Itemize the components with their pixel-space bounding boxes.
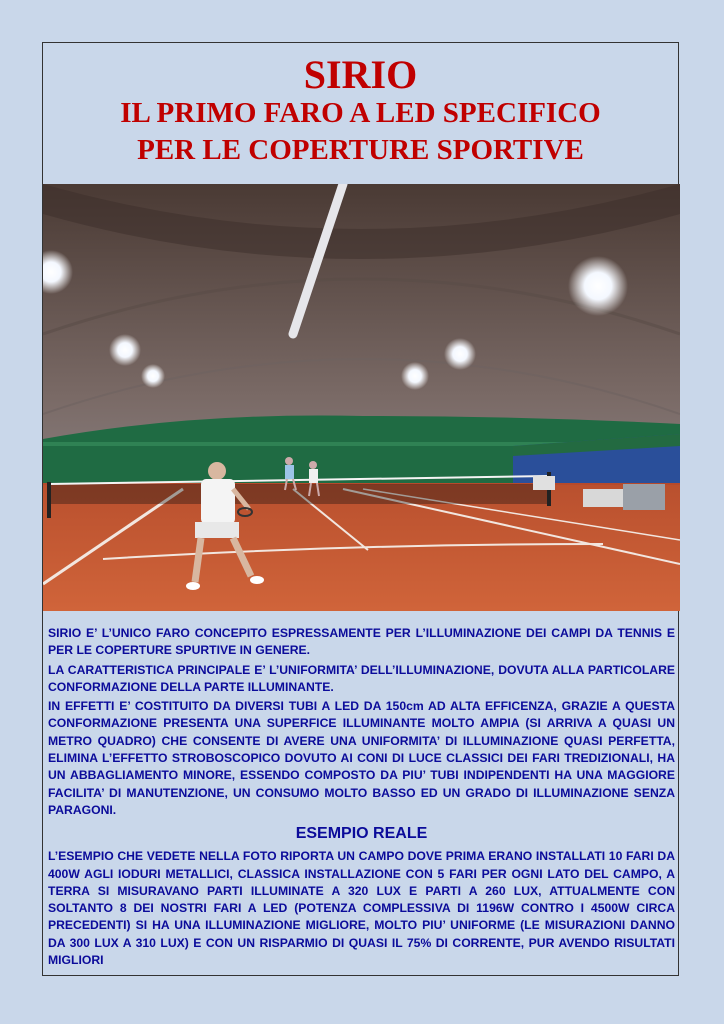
poster-frame bbox=[42, 42, 679, 976]
paragraph-intro: SIRIO E’ L’UNICO FARO CONCEPITO ESPRESSAMENTE PER L’ILLUMINAZIONE DEI CAMPI DA TENNIS E PER LE COPERTURE SPURTIVE IN GENERE. bbox=[48, 626, 675, 658]
body-text bbox=[48, 625, 675, 971]
poster-subtitle-line1: IL PRIMO FARO A LED SPECIFICO bbox=[120, 97, 601, 129]
paragraph-uniformity: LA CARATTERISTICA PRINCIPALE E’ L’UNIFORMITA’ DELL’ILLUMINAZIONE, DOVUTA ALLA PARTICOLARE CONFORMAZIONE DELLA PARTE ILLUMINANTE. bbox=[48, 662, 675, 694]
paragraph-details: IN EFFETTI E’ COSTITUITO DA DIVERSI TUBI A LED DA 150cm AD ALTA EFFICENZA, GRAZIE A QUESTA CONFORMAZIONE PRESENTA UNA SUPERFICE ILLUMINANTE MOLTO AMPIA (SI ARRIVA A QUASI UN METRO QUADRO) CHE CONSENTE DI AVERE UNA UNIFORMITA’ DI ILLUMINAZIONE QUASI PERFETTA, ELIMINA L’EFFETTO STROBOSCOPICO DOVUTO AI CONI DI LUCE CLASSICI DEI FARI TREDIZIONALI, HA UN ABBAGLIAMENTO MINORE, ESSENDO COMPOSTO DA PIU’ TUBI INDIPENDENTI HA UNA MAGGIORE FACILITA’ DI MANUTENZIONE, UN CONSUMO MOLTO BASSO ED UN GRADO DI ILLUMINAZIONE SENZA PARAGONI. bbox=[48, 699, 675, 817]
poster-title: SIRIO bbox=[303, 52, 418, 97]
example-heading: ESEMPIO REALE bbox=[295, 825, 428, 843]
paragraph-example: L’ESEMPIO CHE VEDETE NELLA FOTO RIPORTA UN CAMPO DOVE PRIMA ERANO INSTALLATI 10 FARI DA 400W AGLI IODURI METALLICI, CLASSICA INSTALLAZIONE CON 5 FARI PER OGNI LATO DEL CAMPO, A TERRA SI MISURAVANO PARTI ILLUMINATE A 320 LUX E PARTI A 260 LUX, ATTUALMENTE CON SOLTANTO 8 DEI NOSTRI FARI A LED (POTENZA COMPLESSIVA DI 1196W CONTRO I 4500W CIRCA PRECEDENTI) SI HA UNA ILLUMINAZIONE MIGLIORE, MOLTO PIU’ UNIFORME (LE MISURAZIONI DANNO DA 300 LUX A 310 LUX) E CON UN RISPARMIO DI QUASI IL 75% DI CORRENTE, PUR AVENDO RISULTATI MIGLIORI bbox=[48, 849, 675, 968]
tennis-court-photo bbox=[43, 184, 680, 611]
poster-subtitle-line2: PER LE COPERTURE SPORTIVE bbox=[137, 134, 584, 166]
